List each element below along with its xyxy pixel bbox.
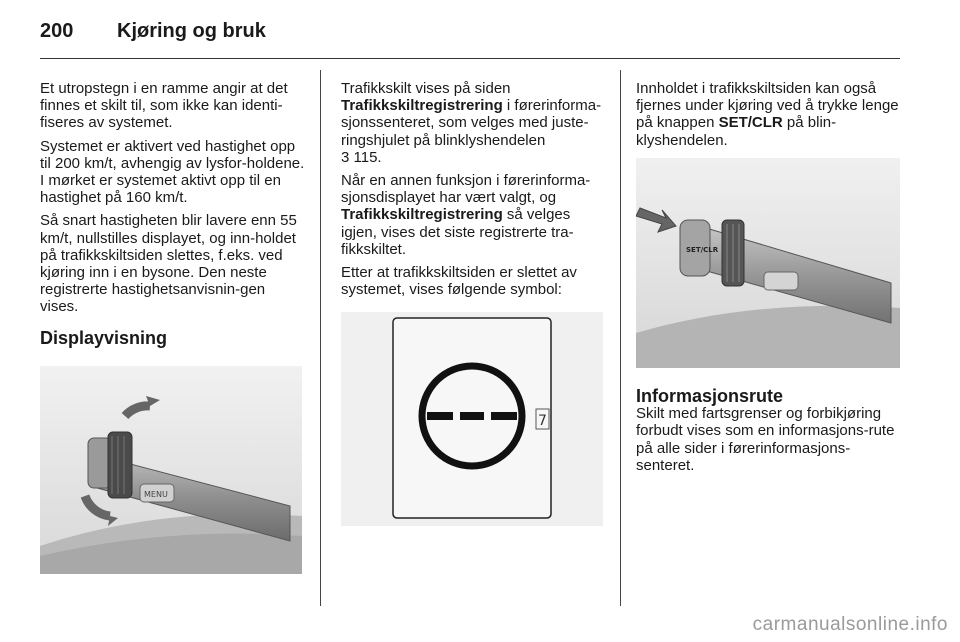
- page-reference: 3 115.: [341, 148, 382, 166]
- set-clr-button-label: SET/CLR: [686, 246, 719, 254]
- watermark: carmanualsonline.info: [752, 614, 948, 635]
- set-clr-stalk-figure: [636, 158, 900, 368]
- stalk-wheel-figure: [40, 366, 302, 574]
- figure-number: 7: [538, 413, 547, 429]
- section-heading-informasjonsrute: Informasjonsrute: [636, 386, 784, 406]
- button-term: SET/CLR: [718, 114, 783, 132]
- page-number: 200: [40, 20, 74, 42]
- paragraph: Trafikkskilt vises på siden Trafikkskiltregistrering i førerinforma-sjonssenteret, som velges med juste-ringshjulet på blinklyshendelen 3 115.: [341, 80, 602, 166]
- page-header: [40, 20, 900, 48]
- column-3-lower: [636, 388, 902, 480]
- paragraph: Skilt med fartsgrenser og forbikjøring forbudt vises som en informasjons-rute på alle sider i førerinformasjons-senteret.: [636, 405, 895, 474]
- column-divider-1: [320, 70, 321, 606]
- paragraph: Innholdet i trafikkskiltsiden kan også fjernes under kjøring ved å trykke lenge på knappen SET/CLR på blin-klyshendelen.: [636, 80, 899, 149]
- column-3: [636, 80, 902, 155]
- paragraph: Et utropstegn i en ramme angir at det finnes et skilt til, som ikke kan identi-fiseres av systemet.: [40, 80, 288, 132]
- menu-term: Trafikkskiltregistrering: [341, 206, 503, 224]
- paragraph: Systemet er aktivert ved hastighet opp til 200 km/t, avhengig av lysfor-holdene. I mørket er systemet aktivt opp til en hastighet på 160 km/t.: [40, 137, 305, 207]
- column-divider-2: [620, 70, 621, 606]
- paragraph: Etter at trafikkskiltsiden er slettet av systemet, vises følgende symbol:: [341, 264, 577, 299]
- column-2: [341, 80, 607, 304]
- menu-button-label: MENU: [144, 490, 168, 499]
- chapter-title: Kjøring og bruk: [117, 20, 266, 42]
- column-1: [40, 80, 306, 353]
- paragraph: Så snart hastigheten blir lavere enn 55 km/t, nullstilles displayet, og inn-holdet på trafikkskiltsiden slettes, f.eks. ved kjøring inn i en bysone. Den neste registrerte hastighetsanvisnin-gen vises.: [40, 212, 297, 316]
- menu-term: Trafikkskiltregistrering: [341, 97, 503, 115]
- paragraph: Når en annen funksjon i førerinforma-sjonsdisplayet har vært valgt, og Trafikkskiltregistrering så velges igjen, vises det siste registrerte tra-fikkskiltet.: [341, 172, 591, 258]
- cleared-sign-figure: [341, 312, 603, 526]
- header-rule: [40, 58, 900, 59]
- section-heading-displayvisning: Displayvisning: [40, 327, 168, 348]
